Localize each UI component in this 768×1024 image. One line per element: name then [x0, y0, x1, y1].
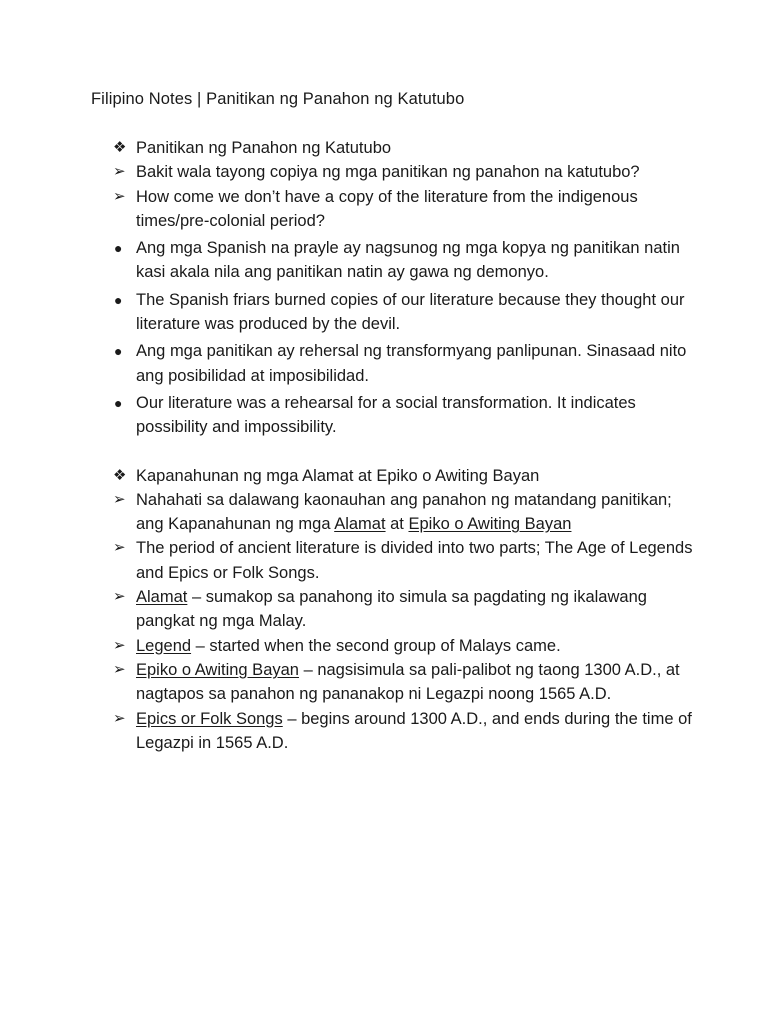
term-link-alamat[interactable]: Alamat	[334, 515, 386, 534]
bullet-item	[113, 288, 693, 337]
arrow-item	[113, 585, 693, 634]
arrow-bullet-icon: ➢	[113, 588, 126, 606]
arrow-item	[113, 160, 693, 184]
section-heading-text: Kapanahunan ng mga Alamat at Epiko o Awiting Bayan	[136, 466, 540, 485]
bullet-item	[113, 339, 693, 388]
document-title: Filipino Notes | Panitikan ng Panahon ng Katutubo	[91, 90, 465, 108]
notes-content	[113, 136, 693, 755]
diamond-bullet-icon: ❖	[113, 139, 127, 156]
arrow-item	[113, 185, 693, 234]
item-text: Nahahati sa dalawang kaonauhan ang panahon ng matandang panitikan; ang Kapanahunan ng mga	[136, 490, 672, 534]
item-text: – sumakop sa panahong ito simula sa pagdating ng ikalawang pangkat ng mga Malay.	[136, 588, 647, 631]
arrow-bullet-icon: ➢	[113, 490, 126, 508]
bullet-item	[113, 236, 693, 285]
term-link-legend[interactable]: Legend	[136, 636, 192, 655]
arrow-bullet-icon: ➢	[113, 187, 126, 205]
item-text: How come we don’t have a copy of the literature from the indigenous times/pre-colonial period?	[136, 187, 638, 230]
arrow-item	[113, 488, 693, 537]
item-text: Bakit wala tayong copiya ng mga panitikan ng panahon na katutubo?	[136, 163, 640, 182]
item-text: Ang mga Spanish na prayle ay nagsunog ng mga kopya ng panitikan natin kasi akala nila ang panitikan natin ay gawa ng demonyo.	[136, 239, 680, 282]
section-heading-alamat-epiko	[113, 464, 693, 488]
arrow-bullet-icon: ➢	[113, 163, 126, 181]
section-heading-katutubo	[113, 136, 693, 160]
term-link-epics[interactable]: Epics or Folk Songs	[136, 709, 283, 728]
item-text: The period of ancient literature is divided into two parts; The Age of Legends and Epics or Folk Songs.	[136, 539, 693, 582]
section-heading-text: Panitikan ng Panahon ng Katutubo	[136, 139, 392, 157]
arrow-item	[113, 536, 693, 585]
diamond-bullet-icon: ❖	[113, 466, 127, 484]
item-text: – nagsisimula sa pali-palibot ng taong 1300 A.D., at nagtapos sa panahon ng pananakop ni Legazpi noong 1565 A.D.	[136, 660, 680, 704]
arrow-bullet-icon: ➢	[113, 539, 126, 557]
item-text: – begins around 1300 A.D., and ends during the time of Legazpi in 1565 A.D.	[136, 709, 692, 752]
arrow-item	[113, 658, 693, 707]
arrow-bullet-icon: ➢	[113, 660, 126, 678]
item-text: Our literature was a rehearsal for a social transformation. It indicates possibility and impossibility.	[136, 393, 636, 437]
item-text-mid: at	[385, 515, 409, 534]
item-text: – started when the second group of Malays came.	[191, 636, 561, 655]
item-text: The Spanish friars burned copies of our literature because they thought our literature was produced by the devil.	[136, 290, 685, 334]
arrow-item	[113, 634, 693, 658]
term-link-epiko[interactable]: Epiko o Awiting Bayan	[136, 660, 299, 679]
dot-bullet-icon: ●	[114, 394, 123, 411]
term-link-epiko[interactable]: Epiko o Awiting Bayan	[408, 515, 572, 534]
item-text: Ang mga panitikan ay rehersal ng transformyang panlipunan. Sinasaad nito ang posibilidad at imposibilidad.	[136, 342, 687, 385]
bullet-item	[113, 391, 693, 440]
dot-bullet-icon: ●	[114, 240, 123, 257]
arrow-bullet-icon: ➢	[113, 709, 126, 727]
arrow-bullet-icon: ➢	[113, 636, 126, 654]
term-link-alamat[interactable]: Alamat	[136, 588, 188, 607]
arrow-item	[113, 707, 693, 756]
dot-bullet-icon: ●	[114, 291, 123, 308]
dot-bullet-icon: ●	[114, 343, 123, 360]
